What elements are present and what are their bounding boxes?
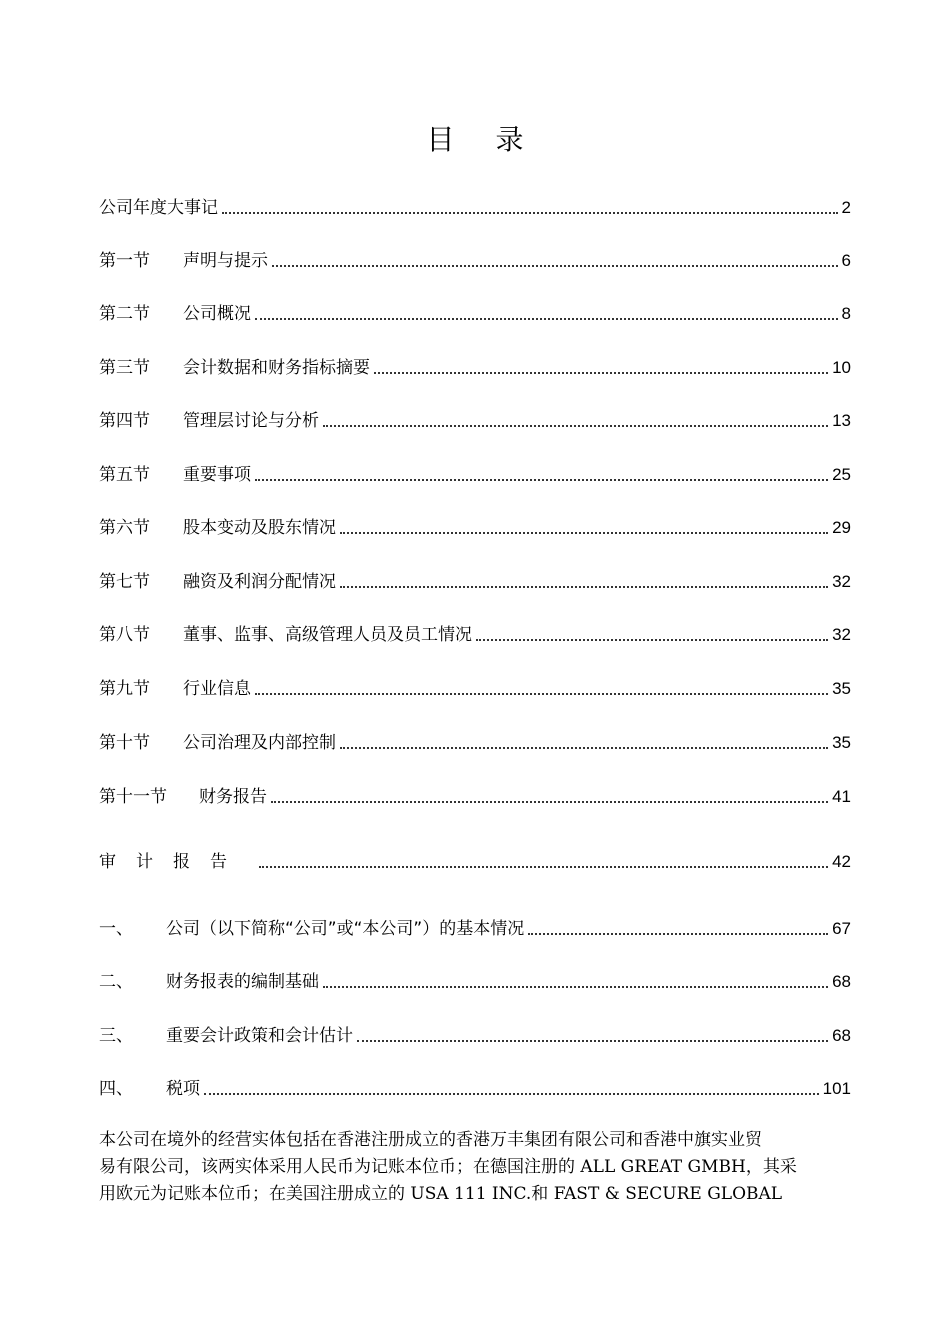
toc-page-number: 8 bbox=[841, 304, 851, 323]
toc-entry-section-10[interactable] bbox=[99, 731, 851, 755]
body-line: 本公司在境外的经营实体包括在香港注册成立的香港万丰集团有限公司和香港中旗实业贸 bbox=[99, 1130, 762, 1150]
toc-entry-title: 公司概况 bbox=[183, 304, 251, 324]
toc-leader bbox=[340, 586, 828, 588]
toc-entry-section-8[interactable] bbox=[99, 623, 851, 647]
page-title: 目 录 bbox=[426, 123, 540, 156]
toc-section-number: 第六节 bbox=[99, 518, 150, 538]
toc-section-number: 第三节 bbox=[99, 358, 150, 378]
toc-section-number: 第一节 bbox=[99, 251, 150, 271]
toc-section-number: 第十节 bbox=[99, 733, 150, 753]
toc-page-number: 29 bbox=[832, 518, 851, 537]
toc-entry-section-4[interactable] bbox=[99, 409, 851, 433]
toc-leader bbox=[271, 801, 828, 803]
toc-section-number: 第七节 bbox=[99, 572, 150, 592]
toc-entry-title: 重要事项 bbox=[183, 465, 251, 485]
toc-page-number: 13 bbox=[832, 411, 851, 430]
toc-leader bbox=[259, 866, 828, 868]
toc-page-number: 67 bbox=[832, 919, 851, 938]
toc-page-number: 10 bbox=[832, 358, 851, 377]
toc-entry-title: 管理层讨论与分析 bbox=[183, 411, 319, 431]
toc-entry-section-11[interactable] bbox=[99, 785, 851, 809]
toc-entry-section-5[interactable] bbox=[99, 463, 851, 487]
toc-entry-title: 行业信息 bbox=[183, 679, 251, 699]
toc-entry-note-1[interactable] bbox=[99, 917, 851, 941]
toc-page-number: 41 bbox=[832, 787, 851, 806]
toc-entry-title: 声明与提示 bbox=[183, 251, 268, 271]
toc-page-number: 6 bbox=[841, 251, 851, 270]
toc-entry-title: 股本变动及股东情况 bbox=[183, 518, 336, 538]
toc-page-number: 42 bbox=[832, 852, 851, 871]
toc-entry-section-1[interactable] bbox=[99, 249, 851, 273]
body-paragraph bbox=[99, 1127, 855, 1208]
toc-leader bbox=[204, 1093, 819, 1095]
toc-entry-note-2[interactable] bbox=[99, 970, 851, 994]
toc-leader bbox=[476, 639, 828, 641]
toc-leader bbox=[340, 532, 828, 534]
toc-section-number: 第二节 bbox=[99, 304, 150, 324]
toc-entry-section-9[interactable] bbox=[99, 677, 851, 701]
toc-leader bbox=[255, 693, 828, 695]
toc-page-number: 35 bbox=[832, 733, 851, 752]
toc-entry-title: 会计数据和财务指标摘要 bbox=[183, 358, 370, 378]
toc-leader bbox=[528, 933, 828, 935]
toc-entry-section-6[interactable] bbox=[99, 516, 851, 540]
toc-entry-note-4[interactable] bbox=[99, 1077, 851, 1101]
toc-section-number: 第十一节 bbox=[99, 787, 167, 807]
toc-page-number: 35 bbox=[832, 679, 851, 698]
toc-page-number: 32 bbox=[832, 625, 851, 644]
toc-entry-title: 公司年度大事记 bbox=[99, 198, 218, 218]
toc-section-number: 第九节 bbox=[99, 679, 150, 699]
toc-entry-events[interactable] bbox=[99, 196, 851, 220]
toc-page-number: 68 bbox=[832, 972, 851, 991]
toc-page-number: 2 bbox=[841, 198, 851, 217]
toc-entry-title: 重要会计政策和会计估计 bbox=[166, 1026, 353, 1046]
toc-entry-title: 财务报表的编制基础 bbox=[166, 972, 319, 992]
toc-leader bbox=[357, 1040, 828, 1042]
toc-entry-title: 财务报告 bbox=[199, 787, 267, 807]
toc-entry-audit-report[interactable] bbox=[99, 850, 851, 874]
toc-page-number: 68 bbox=[832, 1026, 851, 1045]
toc-section-number: 第八节 bbox=[99, 625, 150, 645]
toc-note-number: 四、 bbox=[99, 1079, 133, 1099]
toc-note-number: 三、 bbox=[99, 1026, 133, 1046]
body-line: 易有限公司，该两实体采用人民币为记账本位币；在德国注册的 ALL GREAT GMBH，其采 bbox=[99, 1157, 797, 1177]
toc-leader bbox=[255, 479, 828, 481]
toc-leader bbox=[323, 986, 828, 988]
toc-leader bbox=[323, 425, 828, 427]
toc-page-number: 101 bbox=[822, 1079, 851, 1098]
toc-entry-section-7[interactable] bbox=[99, 570, 851, 594]
toc-leader bbox=[255, 318, 838, 320]
toc-leader bbox=[222, 212, 838, 214]
toc-entry-note-3[interactable] bbox=[99, 1024, 851, 1048]
toc-section-number: 第四节 bbox=[99, 411, 150, 431]
body-line: 用欧元为记账本位币；在美国注册成立的 USA 111 INC.和 FAST & SECURE GLOBAL bbox=[99, 1184, 783, 1204]
toc-entry-title: 税项 bbox=[166, 1079, 200, 1099]
toc-section-number: 第五节 bbox=[99, 465, 150, 485]
toc-entry-title: 董事、监事、高级管理人员及员工情况 bbox=[183, 625, 472, 645]
toc-note-number: 一、 bbox=[99, 919, 133, 939]
toc-entry-title: 融资及利润分配情况 bbox=[183, 572, 336, 592]
toc-leader bbox=[272, 265, 838, 267]
toc-entry-title: 公司（以下简称“公司”或“本公司”）的基本情况 bbox=[166, 919, 525, 939]
toc-entry-section-2[interactable] bbox=[99, 302, 851, 326]
toc-page-number: 25 bbox=[832, 465, 851, 484]
toc-leader bbox=[374, 372, 828, 374]
toc-entry-title: 公司治理及内部控制 bbox=[183, 733, 336, 753]
toc-entry-title: 审计报告 bbox=[99, 852, 247, 872]
toc-note-number: 二、 bbox=[99, 972, 133, 992]
toc-entry-section-3[interactable] bbox=[99, 356, 851, 380]
toc-leader bbox=[340, 747, 828, 749]
toc-page-number: 32 bbox=[832, 572, 851, 591]
